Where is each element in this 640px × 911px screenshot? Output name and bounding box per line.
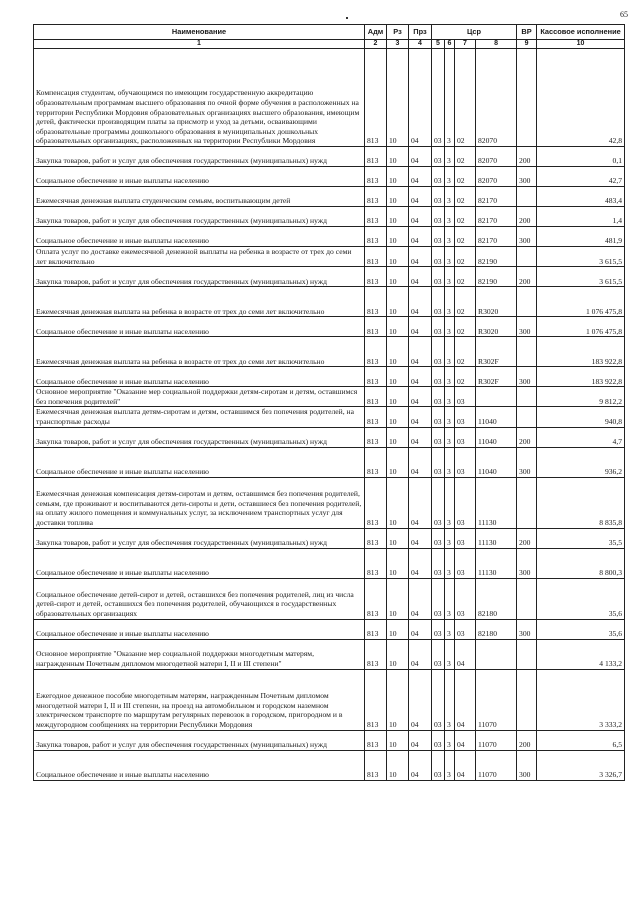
rz-code: 10 [387,427,409,447]
row-name: Социальное обеспечение и иные выплаты населению [34,317,365,337]
row-name: Закупка товаров, работ и услуг для обеспечения государственных (муниципальных) нужд [34,207,365,227]
program-code: 03 [432,619,445,639]
table-row [34,548,625,578]
col-number: 4 [409,40,432,49]
vr-code [517,578,537,619]
header-row [34,25,625,40]
adm-code: 813 [365,669,387,730]
col-header-rz: Рз [387,25,409,40]
prz-code: 04 [409,167,432,187]
table-row [34,207,625,227]
amount: 0,1 [537,147,625,167]
program-code: 03 [432,407,445,427]
rz-code: 10 [387,619,409,639]
row-name: Социальное обеспечение и иные выплаты населению [34,750,365,780]
event-code: 03 [455,548,476,578]
program-code: 03 [432,167,445,187]
scan-speck [346,17,348,19]
event-code: 02 [455,267,476,287]
rz-code: 10 [387,477,409,528]
adm-code: 813 [365,337,387,367]
adm-code: 813 [365,548,387,578]
table-row [34,407,625,427]
amount: 35,6 [537,619,625,639]
vr-code: 300 [517,750,537,780]
amount: 9 812,2 [537,387,625,407]
table-row [34,639,625,669]
subprogram-code: 3 [445,207,455,227]
table-row [34,267,625,287]
col-number: 5 [432,40,445,49]
amount: 42,7 [537,167,625,187]
prz-code: 04 [409,227,432,247]
vr-code: 200 [517,207,537,227]
table-row [34,247,625,267]
row-name: Ежемесячная денежная выплата студенческим семьям, воспитывающим детей [34,187,365,207]
program-code: 03 [432,730,445,750]
vr-code [517,247,537,267]
subprogram-code: 3 [445,337,455,367]
event-code: 02 [455,167,476,187]
col-header-name: Наименование [34,25,365,40]
event-code: 02 [455,367,476,387]
vr-code [517,387,537,407]
vr-code: 300 [517,367,537,387]
program-code: 03 [432,528,445,548]
subprogram-code: 3 [445,147,455,167]
prz-code: 04 [409,287,432,317]
program-code: 03 [432,287,445,317]
table-row [34,427,625,447]
event-code: 02 [455,227,476,247]
row-name: Ежегодное денежное пособие многодетным матерям, награжденным Почетным дипломом многодетной матери I, II и III степени, на проезд на автомобильном и городском наземном электрическом транспорте по маршрутам регулярных перевозок в городском, пригородном и в междугородном сообщениях на территории Республики Мордовия [34,669,365,730]
page-number: 65 [620,10,628,19]
event-code: 02 [455,247,476,267]
row-name: Социальное обеспечение и иные выплаты населению [34,447,365,477]
direction-code: 82170 [476,207,517,227]
adm-code: 813 [365,167,387,187]
subprogram-code: 3 [445,669,455,730]
prz-code: 04 [409,528,432,548]
col-header-vr: ВР [517,25,537,40]
subprogram-code: 3 [445,167,455,187]
table-row [34,578,625,619]
subprogram-code: 3 [445,247,455,267]
event-code: 03 [455,578,476,619]
table-row [34,287,625,317]
row-name: Оплата услуг по доставке ежемесячной денежной выплаты на ребенка в возрасте от трех до семи лет включительно [34,247,365,267]
rz-code: 10 [387,447,409,477]
adm-code: 813 [365,477,387,528]
amount: 8 800,3 [537,548,625,578]
table-body [34,49,625,781]
vr-code: 200 [517,528,537,548]
row-name: Ежемесячная денежная выплата детям-сиротам и детям, оставшимся без попечения родителей, на транспортные расходы [34,407,365,427]
vr-code [517,669,537,730]
adm-code: 813 [365,367,387,387]
table-row [34,750,625,780]
amount: 483,4 [537,187,625,207]
event-code: 03 [455,528,476,548]
rz-code: 10 [387,167,409,187]
event-code: 04 [455,639,476,669]
vr-code: 200 [517,427,537,447]
adm-code: 813 [365,750,387,780]
rz-code: 10 [387,639,409,669]
subprogram-code: 3 [445,750,455,780]
event-code: 02 [455,147,476,167]
direction-code: 82190 [476,267,517,287]
vr-code [517,49,537,147]
amount: 1 076 475,8 [537,287,625,317]
amount: 936,2 [537,447,625,477]
vr-code [517,639,537,669]
table-row [34,49,625,147]
row-name: Ежемесячная денежная выплата на ребенка в возрасте от трех до семи лет включительно [34,287,365,317]
rz-code: 10 [387,367,409,387]
prz-code: 04 [409,49,432,147]
prz-code: 04 [409,477,432,528]
row-name: Компенсация студентам, обучающимся по имеющим государственную аккредитацию образовательным программам высшего образования по очной форме обучения в расположенных на территории Республики Мордовия образовательных организациях высшего образования, имеющим детей, фактически производящим платы за присмотр и уход за детьми, осваивающими образовательные программы дошкольного образования в муниципальных дошкольных образовательных организациях, расположенных на территории Республики Мордовия [34,49,365,147]
direction-code: 11040 [476,407,517,427]
amount: 42,8 [537,49,625,147]
prz-code: 04 [409,207,432,227]
row-name: Социальное обеспечение и иные выплаты населению [34,167,365,187]
vr-code: 200 [517,267,537,287]
direction-code: 82170 [476,187,517,207]
prz-code: 04 [409,367,432,387]
adm-code: 813 [365,207,387,227]
program-code: 03 [432,247,445,267]
subprogram-code: 3 [445,730,455,750]
direction-code: 82180 [476,578,517,619]
adm-code: 813 [365,187,387,207]
col-header-tser: Цср [432,25,517,40]
subprogram-code: 3 [445,578,455,619]
table-row [34,167,625,187]
subprogram-code: 3 [445,227,455,247]
col-number: 8 [476,40,517,49]
table-row [34,387,625,407]
event-code: 03 [455,619,476,639]
program-code: 03 [432,477,445,528]
subprogram-code: 3 [445,49,455,147]
direction-code: 82070 [476,147,517,167]
amount: 3 615,5 [537,247,625,267]
direction-code: 11040 [476,447,517,477]
subprogram-code: 3 [445,548,455,578]
direction-code: 11070 [476,730,517,750]
event-code: 02 [455,49,476,147]
program-code: 03 [432,147,445,167]
budget-execution-table [33,24,625,781]
vr-code: 300 [517,317,537,337]
prz-code: 04 [409,578,432,619]
event-code: 02 [455,337,476,367]
prz-code: 04 [409,337,432,367]
event-code: 03 [455,387,476,407]
event-code: 03 [455,427,476,447]
amount: 3 326,7 [537,750,625,780]
row-name: Закупка товаров, работ и услуг для обеспечения государственных (муниципальных) нужд [34,267,365,287]
table-row [34,317,625,337]
direction-code: R302F [476,337,517,367]
rz-code: 10 [387,578,409,619]
amount: 183 922,8 [537,367,625,387]
rz-code: 10 [387,287,409,317]
event-code: 03 [455,447,476,477]
amount: 1 076 475,8 [537,317,625,337]
col-number: 2 [365,40,387,49]
amount: 8 835,8 [537,477,625,528]
subprogram-code: 3 [445,267,455,287]
adm-code: 813 [365,407,387,427]
amount: 3 615,5 [537,267,625,287]
amount: 183 922,8 [537,337,625,367]
event-code: 02 [455,207,476,227]
direction-code [476,387,517,407]
program-code: 03 [432,447,445,477]
event-code: 02 [455,317,476,337]
prz-code: 04 [409,750,432,780]
vr-code [517,287,537,317]
table-row [34,477,625,528]
direction-code: R3020 [476,317,517,337]
vr-code: 300 [517,447,537,477]
adm-code: 813 [365,387,387,407]
program-code: 03 [432,337,445,367]
prz-code: 04 [409,187,432,207]
subprogram-code: 3 [445,427,455,447]
rz-code: 10 [387,187,409,207]
event-code: 04 [455,669,476,730]
adm-code: 813 [365,447,387,477]
adm-code: 813 [365,528,387,548]
col-header-prz: Прз [409,25,432,40]
subprogram-code: 3 [445,367,455,387]
row-name: Ежемесячная денежная компенсация детям-сиротам и детям, оставшимся без попечения родителей, семьям, где проживают и воспитываются дети-сироты и дети, оставшиеся без попечения родителей, на оплату жилого помещения и коммунальных услуг, за исключением транспортных услуг для доставки топлива [34,477,365,528]
row-name: Закупка товаров, работ и услуг для обеспечения государственных (муниципальных) нужд [34,730,365,750]
col-number: 7 [455,40,476,49]
program-code: 03 [432,49,445,147]
rz-code: 10 [387,247,409,267]
event-code: 04 [455,730,476,750]
rz-code: 10 [387,669,409,730]
table-row [34,367,625,387]
amount: 4 133,2 [537,639,625,669]
program-code: 03 [432,207,445,227]
direction-code: 11130 [476,528,517,548]
program-code: 03 [432,750,445,780]
table-row [34,447,625,477]
col-number: 9 [517,40,537,49]
row-name: Основное мероприятие "Оказание мер социальной поддержки многодетным матерям, награжденным Почетным дипломом многодетной матери I, II и III степени" [34,639,365,669]
event-code: 03 [455,477,476,528]
vr-code [517,337,537,367]
event-code: 03 [455,407,476,427]
direction-code: 11070 [476,669,517,730]
row-name: Ежемесячная денежная выплата на ребенка в возрасте от трех до семи лет включительно [34,337,365,367]
prz-code: 04 [409,730,432,750]
rz-code: 10 [387,49,409,147]
program-code: 03 [432,427,445,447]
prz-code: 04 [409,407,432,427]
col-number: 3 [387,40,409,49]
prz-code: 04 [409,548,432,578]
col-number: 1 [34,40,365,49]
subprogram-code: 3 [445,407,455,427]
rz-code: 10 [387,317,409,337]
row-name: Закупка товаров, работ и услуг для обеспечения государственных (муниципальных) нужд [34,147,365,167]
adm-code: 813 [365,639,387,669]
prz-code: 04 [409,147,432,167]
rz-code: 10 [387,337,409,367]
prz-code: 04 [409,447,432,477]
table-row [34,337,625,367]
subprogram-code: 3 [445,639,455,669]
vr-code [517,187,537,207]
adm-code: 813 [365,267,387,287]
direction-code: 82190 [476,247,517,267]
subprogram-code: 3 [445,387,455,407]
adm-code: 813 [365,578,387,619]
row-name: Социальное обеспечение и иные выплаты населению [34,548,365,578]
table-row [34,669,625,730]
row-name: Основное мероприятие "Оказание мер социальной поддержки детям-сиротам и детям, оставшимся без попечения родителей" [34,387,365,407]
direction-code: R302F [476,367,517,387]
amount: 6,5 [537,730,625,750]
subprogram-code: 3 [445,477,455,528]
program-code: 03 [432,227,445,247]
table-row [34,227,625,247]
prz-code: 04 [409,669,432,730]
direction-code: 82070 [476,167,517,187]
rz-code: 10 [387,147,409,167]
adm-code: 813 [365,287,387,317]
col-header-amount: Кассовое исполнение [537,25,625,40]
program-code: 03 [432,367,445,387]
adm-code: 813 [365,317,387,337]
program-code: 03 [432,639,445,669]
adm-code: 813 [365,49,387,147]
prz-code: 04 [409,317,432,337]
direction-code: R3020 [476,287,517,317]
table-row [34,730,625,750]
direction-code: 82180 [476,619,517,639]
event-code: 02 [455,187,476,207]
rz-code: 10 [387,387,409,407]
amount: 4,7 [537,427,625,447]
prz-code: 04 [409,427,432,447]
program-code: 03 [432,669,445,730]
direction-code [476,639,517,669]
row-name: Социальное обеспечение и иные выплаты населению [34,227,365,247]
col-header-adm: Адм [365,25,387,40]
amount: 35,5 [537,528,625,548]
rz-code: 10 [387,730,409,750]
rz-code: 10 [387,528,409,548]
direction-code: 11130 [476,548,517,578]
table-row [34,187,625,207]
subprogram-code: 3 [445,447,455,477]
adm-code: 813 [365,619,387,639]
program-code: 03 [432,317,445,337]
amount: 481,9 [537,227,625,247]
rz-code: 10 [387,207,409,227]
vr-code: 200 [517,730,537,750]
program-code: 03 [432,548,445,578]
prz-code: 04 [409,267,432,287]
direction-code: 82070 [476,49,517,147]
vr-code: 300 [517,167,537,187]
prz-code: 04 [409,639,432,669]
vr-code [517,407,537,427]
prz-code: 04 [409,247,432,267]
adm-code: 813 [365,227,387,247]
program-code: 03 [432,578,445,619]
table-row [34,528,625,548]
row-name: Закупка товаров, работ и услуг для обеспечения государственных (муниципальных) нужд [34,528,365,548]
direction-code: 82170 [476,227,517,247]
prz-code: 04 [409,387,432,407]
vr-code: 300 [517,619,537,639]
subprogram-code: 3 [445,528,455,548]
subprogram-code: 3 [445,619,455,639]
adm-code: 813 [365,147,387,167]
event-code: 04 [455,750,476,780]
prz-code: 04 [409,619,432,639]
row-name: Социальное обеспечение и иные выплаты населению [34,367,365,387]
amount: 35,6 [537,578,625,619]
column-number-row [34,40,625,49]
vr-code: 200 [517,147,537,167]
rz-code: 10 [387,227,409,247]
rz-code: 10 [387,407,409,427]
vr-code [517,477,537,528]
subprogram-code: 3 [445,317,455,337]
table-row [34,147,625,167]
amount: 1,4 [537,207,625,227]
direction-code: 11040 [476,427,517,447]
subprogram-code: 3 [445,287,455,317]
col-number: 6 [445,40,455,49]
adm-code: 813 [365,427,387,447]
rz-code: 10 [387,750,409,780]
vr-code: 300 [517,227,537,247]
row-name: Закупка товаров, работ и услуг для обеспечения государственных (муниципальных) нужд [34,427,365,447]
event-code: 02 [455,287,476,317]
vr-code: 300 [517,548,537,578]
amount: 940,8 [537,407,625,427]
program-code: 03 [432,187,445,207]
row-name: Социальное обеспечение и иные выплаты населению [34,619,365,639]
direction-code: 11070 [476,750,517,780]
program-code: 03 [432,267,445,287]
subprogram-code: 3 [445,187,455,207]
col-number: 10 [537,40,625,49]
amount: 3 333,2 [537,669,625,730]
direction-code: 11130 [476,477,517,528]
table-row [34,619,625,639]
rz-code: 10 [387,548,409,578]
adm-code: 813 [365,247,387,267]
row-name: Социальное обеспечение детей-сирот и детей, оставшихся без попечения родителей, лиц из числа детей-сирот и детей, оставшихся без попечения родителей, обучающихся в государственных образовательных организациях [34,578,365,619]
rz-code: 10 [387,267,409,287]
program-code: 03 [432,387,445,407]
adm-code: 813 [365,730,387,750]
